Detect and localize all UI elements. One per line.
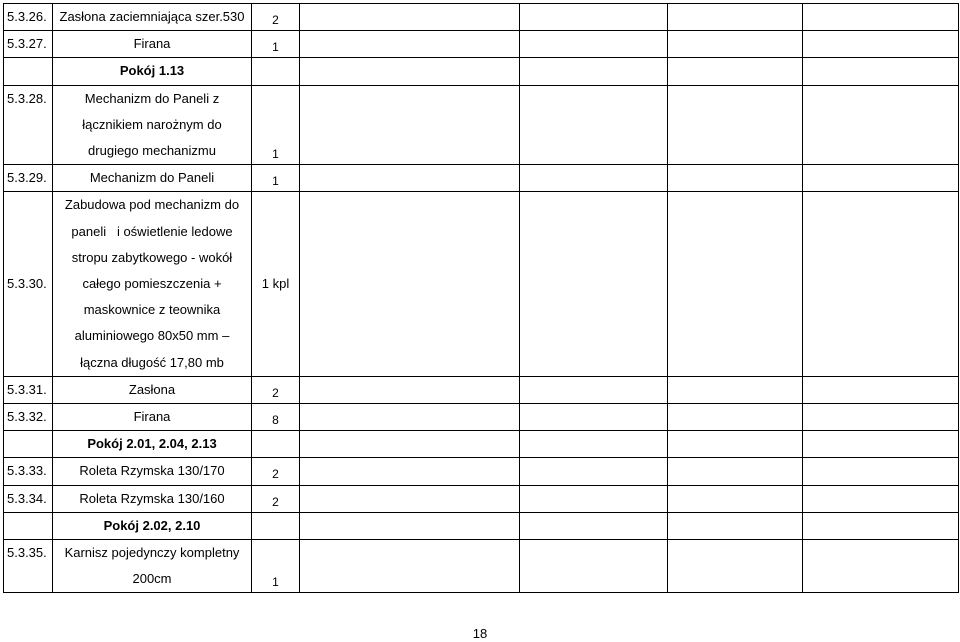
empty-cell xyxy=(803,512,959,539)
empty-cell xyxy=(300,431,520,458)
item-number: 5.3.29. xyxy=(4,165,53,192)
empty-cell xyxy=(520,165,668,192)
empty-cell xyxy=(300,85,520,165)
empty-cell xyxy=(803,540,959,593)
item-name-line: Zabudowa pod mechanizm do xyxy=(64,197,240,213)
empty-cell xyxy=(668,58,803,85)
item-name-line: całego pomieszczenia + xyxy=(82,276,222,292)
empty-cell xyxy=(520,512,668,539)
empty-cell xyxy=(803,58,959,85)
item-name-line: drugiego mechanizmu xyxy=(88,143,216,159)
item-number: 5.3.32. xyxy=(4,404,53,431)
section-row xyxy=(4,512,959,539)
empty-cell xyxy=(252,431,300,458)
item-number: 5.3.28. xyxy=(4,85,53,165)
empty-cell xyxy=(300,458,520,485)
section-heading: Pokój 2.02, 2.10 xyxy=(53,512,252,539)
empty-cell xyxy=(668,512,803,539)
empty-cell xyxy=(668,458,803,485)
section-row xyxy=(4,431,959,458)
empty-cell xyxy=(803,431,959,458)
empty-cell xyxy=(668,4,803,31)
empty-cell xyxy=(300,540,520,593)
item-name: Mechanizm do Paneli xyxy=(53,165,252,192)
specification-table xyxy=(3,3,959,593)
table-row xyxy=(4,31,959,58)
empty-cell xyxy=(252,58,300,85)
item-name xyxy=(53,540,252,593)
item-name-line: łączna długość 17,80 mb xyxy=(80,354,224,370)
item-number: 5.3.34. xyxy=(4,485,53,512)
page-number: 18 xyxy=(472,626,488,641)
table-row xyxy=(4,404,959,431)
empty-cell xyxy=(520,485,668,512)
empty-cell xyxy=(300,376,520,403)
section-heading: Pokój 2.01, 2.04, 2.13 xyxy=(53,431,252,458)
item-name: Roleta Rzymska 130/160 xyxy=(53,485,252,512)
empty-cell xyxy=(668,485,803,512)
empty-cell xyxy=(300,58,520,85)
empty-cell xyxy=(668,165,803,192)
item-quantity: 1 xyxy=(252,165,300,192)
item-name: Firana xyxy=(53,404,252,431)
empty-cell xyxy=(803,458,959,485)
empty-cell xyxy=(803,404,959,431)
empty-cell xyxy=(803,165,959,192)
empty-cell xyxy=(520,376,668,403)
item-name-line: stropu zabytkowego - wokół xyxy=(71,249,233,265)
table-row xyxy=(4,85,959,165)
empty-cell xyxy=(803,85,959,165)
empty-cell xyxy=(803,4,959,31)
item-number: 5.3.35. xyxy=(4,540,53,593)
empty-cell xyxy=(668,376,803,403)
empty-cell xyxy=(520,192,668,376)
item-quantity: 2 xyxy=(252,458,300,485)
table-row xyxy=(4,192,959,376)
empty-cell xyxy=(803,376,959,403)
section-heading: Pokój 1.13 xyxy=(53,58,252,85)
empty-cell xyxy=(300,485,520,512)
empty-cell xyxy=(803,485,959,512)
item-quantity: 8 xyxy=(252,404,300,431)
item-name-line: paneli i oświetlenie ledowe xyxy=(71,223,233,239)
empty-cell xyxy=(300,31,520,58)
section-row xyxy=(4,58,959,85)
table-row xyxy=(4,458,959,485)
table-row xyxy=(4,540,959,593)
item-number: 5.3.26. xyxy=(4,4,53,31)
empty-cell xyxy=(520,4,668,31)
table-row xyxy=(4,4,959,31)
empty-cell xyxy=(668,540,803,593)
item-name-line: maskownice z teownika xyxy=(83,302,221,318)
table-row xyxy=(4,165,959,192)
item-name-line: aluminiowego 80x50 mm – xyxy=(74,328,230,344)
empty-cell xyxy=(300,192,520,376)
item-quantity: 2 xyxy=(252,376,300,403)
table-row xyxy=(4,485,959,512)
empty-cell xyxy=(668,431,803,458)
item-name-line: Karnisz pojedynczy kompletny xyxy=(64,545,240,561)
empty-cell xyxy=(520,458,668,485)
empty-cell xyxy=(300,512,520,539)
empty-cell xyxy=(520,58,668,85)
table-row xyxy=(4,376,959,403)
empty-cell xyxy=(300,4,520,31)
empty-cell xyxy=(520,404,668,431)
empty-cell xyxy=(300,404,520,431)
empty-cell xyxy=(803,31,959,58)
empty-cell xyxy=(520,540,668,593)
empty-cell xyxy=(4,58,53,85)
item-quantity: 1 xyxy=(252,31,300,58)
item-name-line: łącznikiem narożnym do xyxy=(82,116,222,132)
item-name-line: Mechanizm do Paneli z xyxy=(84,90,220,106)
item-number: 5.3.31. xyxy=(4,376,53,403)
empty-cell xyxy=(252,512,300,539)
item-name-line: 200cm xyxy=(132,571,172,587)
item-name xyxy=(53,192,252,376)
item-quantity: 1 xyxy=(252,540,300,593)
empty-cell xyxy=(668,85,803,165)
empty-cell xyxy=(520,31,668,58)
empty-cell xyxy=(300,165,520,192)
empty-cell xyxy=(4,431,53,458)
item-quantity: 1 xyxy=(252,85,300,165)
empty-cell xyxy=(668,192,803,376)
empty-cell xyxy=(4,512,53,539)
item-number: 5.3.27. xyxy=(4,31,53,58)
empty-cell xyxy=(668,31,803,58)
item-name: Firana xyxy=(53,31,252,58)
empty-cell xyxy=(668,404,803,431)
item-number: 5.3.33. xyxy=(4,458,53,485)
empty-cell xyxy=(803,192,959,376)
item-quantity: 2 xyxy=(252,4,300,31)
item-name xyxy=(53,85,252,165)
item-name: Zasłona xyxy=(53,376,252,403)
item-name: Roleta Rzymska 130/170 xyxy=(53,458,252,485)
item-quantity: 1 kpl xyxy=(252,192,300,376)
item-quantity: 2 xyxy=(252,485,300,512)
item-number: 5.3.30. xyxy=(4,192,53,376)
empty-cell xyxy=(520,85,668,165)
item-name: Zasłona zaciemniająca szer.530 xyxy=(53,4,252,31)
empty-cell xyxy=(520,431,668,458)
